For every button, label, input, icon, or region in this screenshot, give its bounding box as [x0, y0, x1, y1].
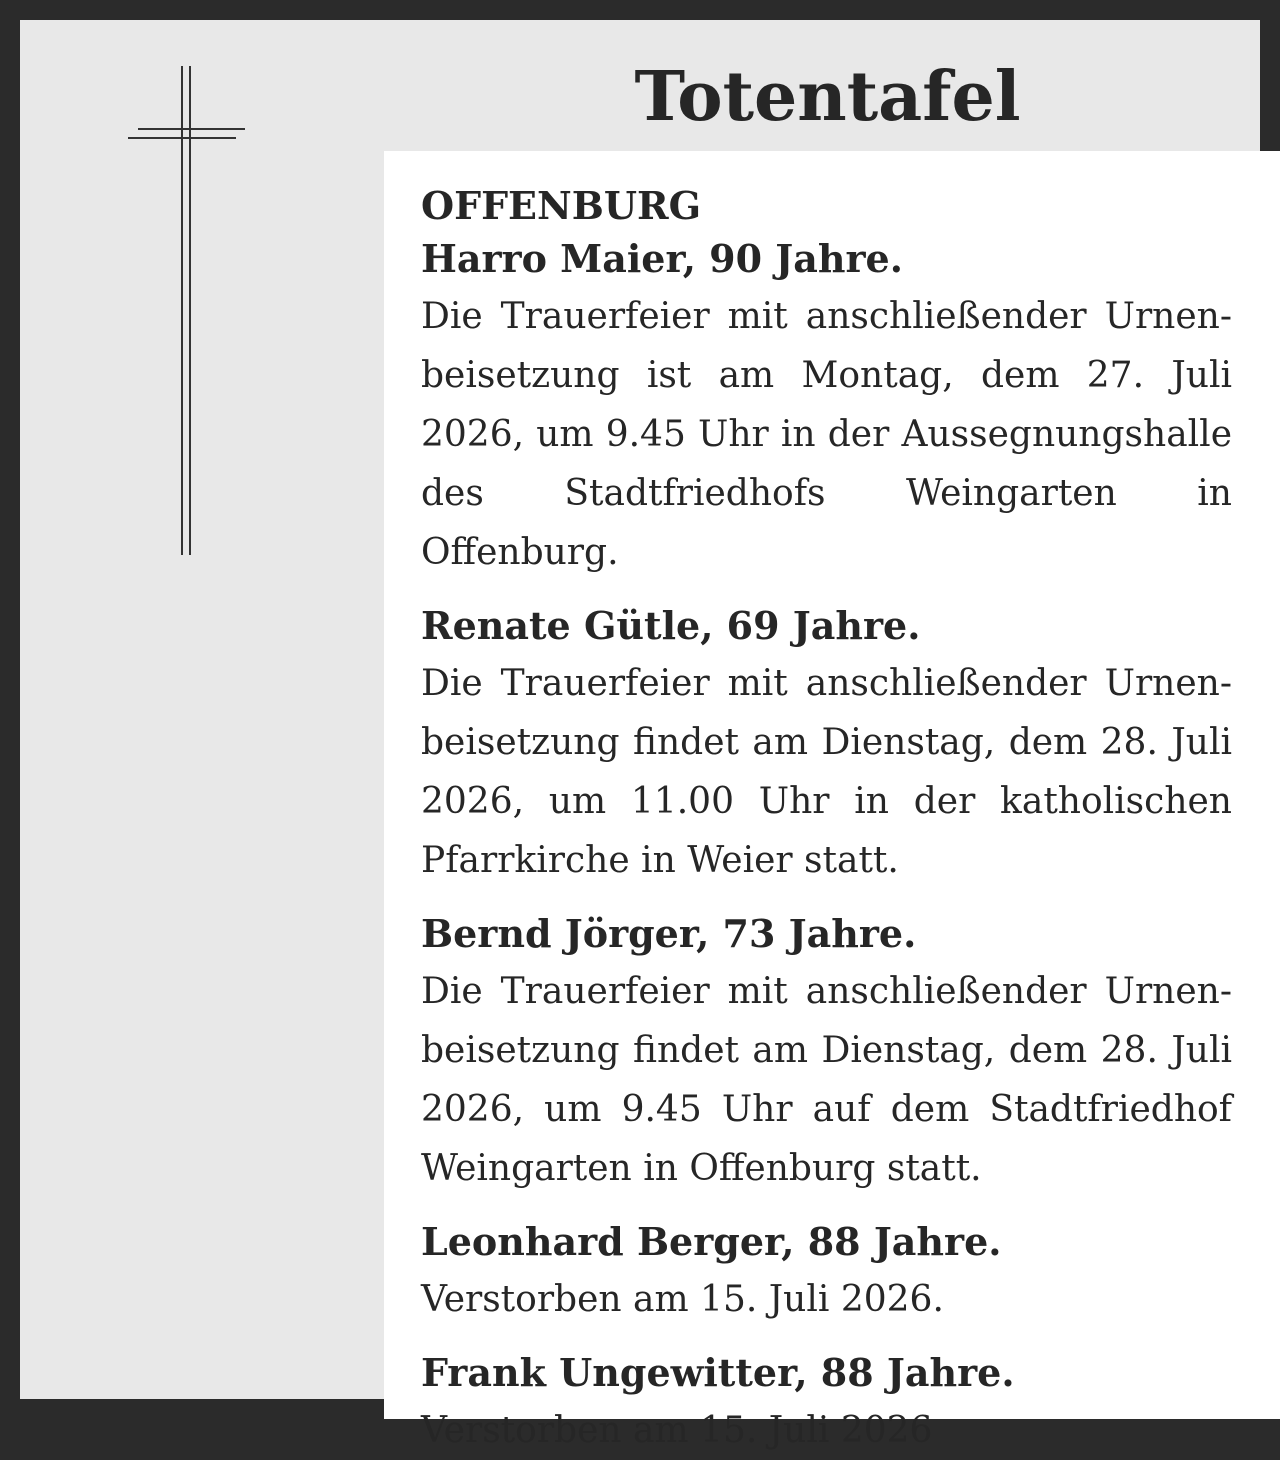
ceremony-text: Die Trauerfeier mit anschließender Urnen-beisetzung ist am Montag, dem 27. Juli 2026, um 9.45 Uhr in der Aussegnungshalle des Stadtfriedhofs Weingarten in Offenburg. [421, 296, 1232, 573]
notice-content [384, 151, 1280, 1451]
deceased-name: Harro Maier, 90 Jahre. [421, 236, 903, 281]
ceremony-text: Die Trauerfeier mit anschließender Urnen-beisetzung findet am Dienstag, dem 28. Juli 2026, um 11.00 Uhr in der katholischen Pfarrkirche in Weier statt. [421, 663, 1232, 881]
place-heading: OFFENBURG [421, 183, 702, 228]
deceased-name: Bernd Jörger, 73 Jahre. [421, 911, 917, 956]
obituary-entry [421, 598, 1232, 890]
obituary-entry [421, 906, 1232, 1198]
deceased-name: Leonhard Berger, 88 Jahre. [421, 1219, 1002, 1264]
obituary-entry [421, 231, 1232, 582]
ceremony-text: Die Trauerfeier mit anschließender Urnen-beisetzung findet am Dienstag, dem 28. Juli 2026, um 9.45 Uhr auf dem Stadtfriedhof Weingarten in Offenburg statt. [421, 971, 1232, 1189]
obituary-entry [421, 1345, 1232, 1460]
page-title: Totentafel [634, 57, 1021, 137]
death-date-text: Verstorben am 15. Juli 2026 [421, 1410, 933, 1451]
obituary-entry [421, 1214, 1232, 1329]
death-date-text: Verstorben am 15. Juli 2026. [421, 1279, 944, 1320]
cross-icon [20, 20, 375, 1399]
deceased-name: Renate Gütle, 69 Jahre. [421, 603, 921, 648]
deceased-name: Frank Ungewitter, 88 Jahre. [421, 1350, 1015, 1395]
